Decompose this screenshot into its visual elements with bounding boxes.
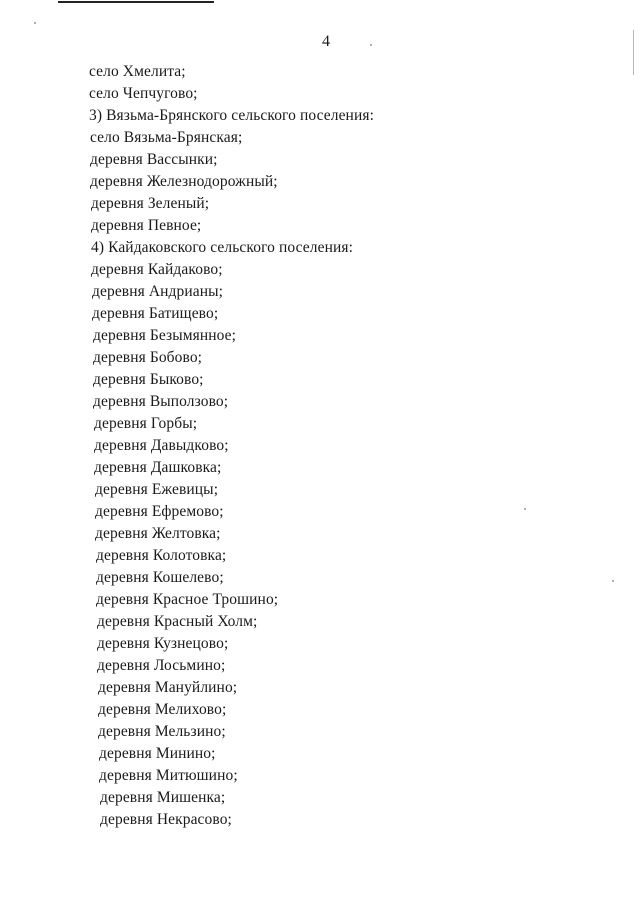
list-line: село Вязьма-Брянская; — [90, 129, 243, 146]
list-line: деревня Железнодорожный; — [90, 173, 278, 190]
list-line: село Чепчугово; — [89, 85, 198, 102]
section-heading: 3) Вязьма-Брянского сельского поселения: — [89, 107, 374, 124]
list-line: деревня Быково; — [93, 371, 204, 388]
list-line: деревня Ефремово; — [95, 503, 224, 520]
list-line: деревня Лосьмино; — [97, 657, 226, 674]
scan-speck — [34, 22, 36, 24]
list-line: деревня Митюшино; — [99, 767, 238, 784]
list-line: село Хмелита; — [89, 63, 186, 80]
list-line: деревня Красный Холм; — [97, 613, 258, 630]
list-line: деревня Бобово; — [93, 349, 203, 366]
list-line: деревня Мельзино; — [98, 723, 226, 740]
list-line: деревня Мелихово; — [98, 701, 227, 718]
page-number: 4 — [322, 33, 330, 50]
list-line: деревня Выползово; — [93, 393, 229, 410]
list-line: деревня Батищево; — [92, 305, 219, 322]
list-line: деревня Давыдково; — [94, 437, 229, 454]
section-heading: 4) Кайдаковского сельского поселения: — [91, 239, 353, 256]
list-line: деревня Колотовка; — [96, 547, 227, 564]
list-line: деревня Горбы; — [94, 415, 198, 432]
scan-speck — [370, 44, 372, 46]
list-line: деревня Кошелево; — [96, 569, 224, 586]
list-line: деревня Некрасово; — [100, 811, 232, 828]
list-line: деревня Красное Трошино; — [96, 591, 279, 608]
list-line: деревня Певное; — [91, 217, 202, 234]
list-line: деревня Дашковка; — [94, 459, 222, 476]
scan-speck — [524, 508, 526, 510]
list-line: деревня Желтовка; — [95, 525, 221, 542]
list-line: деревня Вассынки; — [90, 151, 218, 168]
list-line: деревня Ежевицы; — [95, 481, 219, 498]
list-line: деревня Кузнецово; — [97, 635, 229, 652]
list-line: деревня Минино; — [99, 745, 216, 762]
list-line: деревня Мишенка; — [100, 789, 226, 806]
list-line: деревня Мануйлино; — [98, 679, 238, 696]
list-line: деревня Андрианы; — [92, 283, 224, 300]
scan-speck — [612, 580, 614, 582]
list-line: деревня Зеленый; — [91, 195, 210, 212]
list-line: деревня Безымянное; — [93, 327, 237, 344]
list-line: деревня Кайдаково; — [91, 261, 223, 278]
